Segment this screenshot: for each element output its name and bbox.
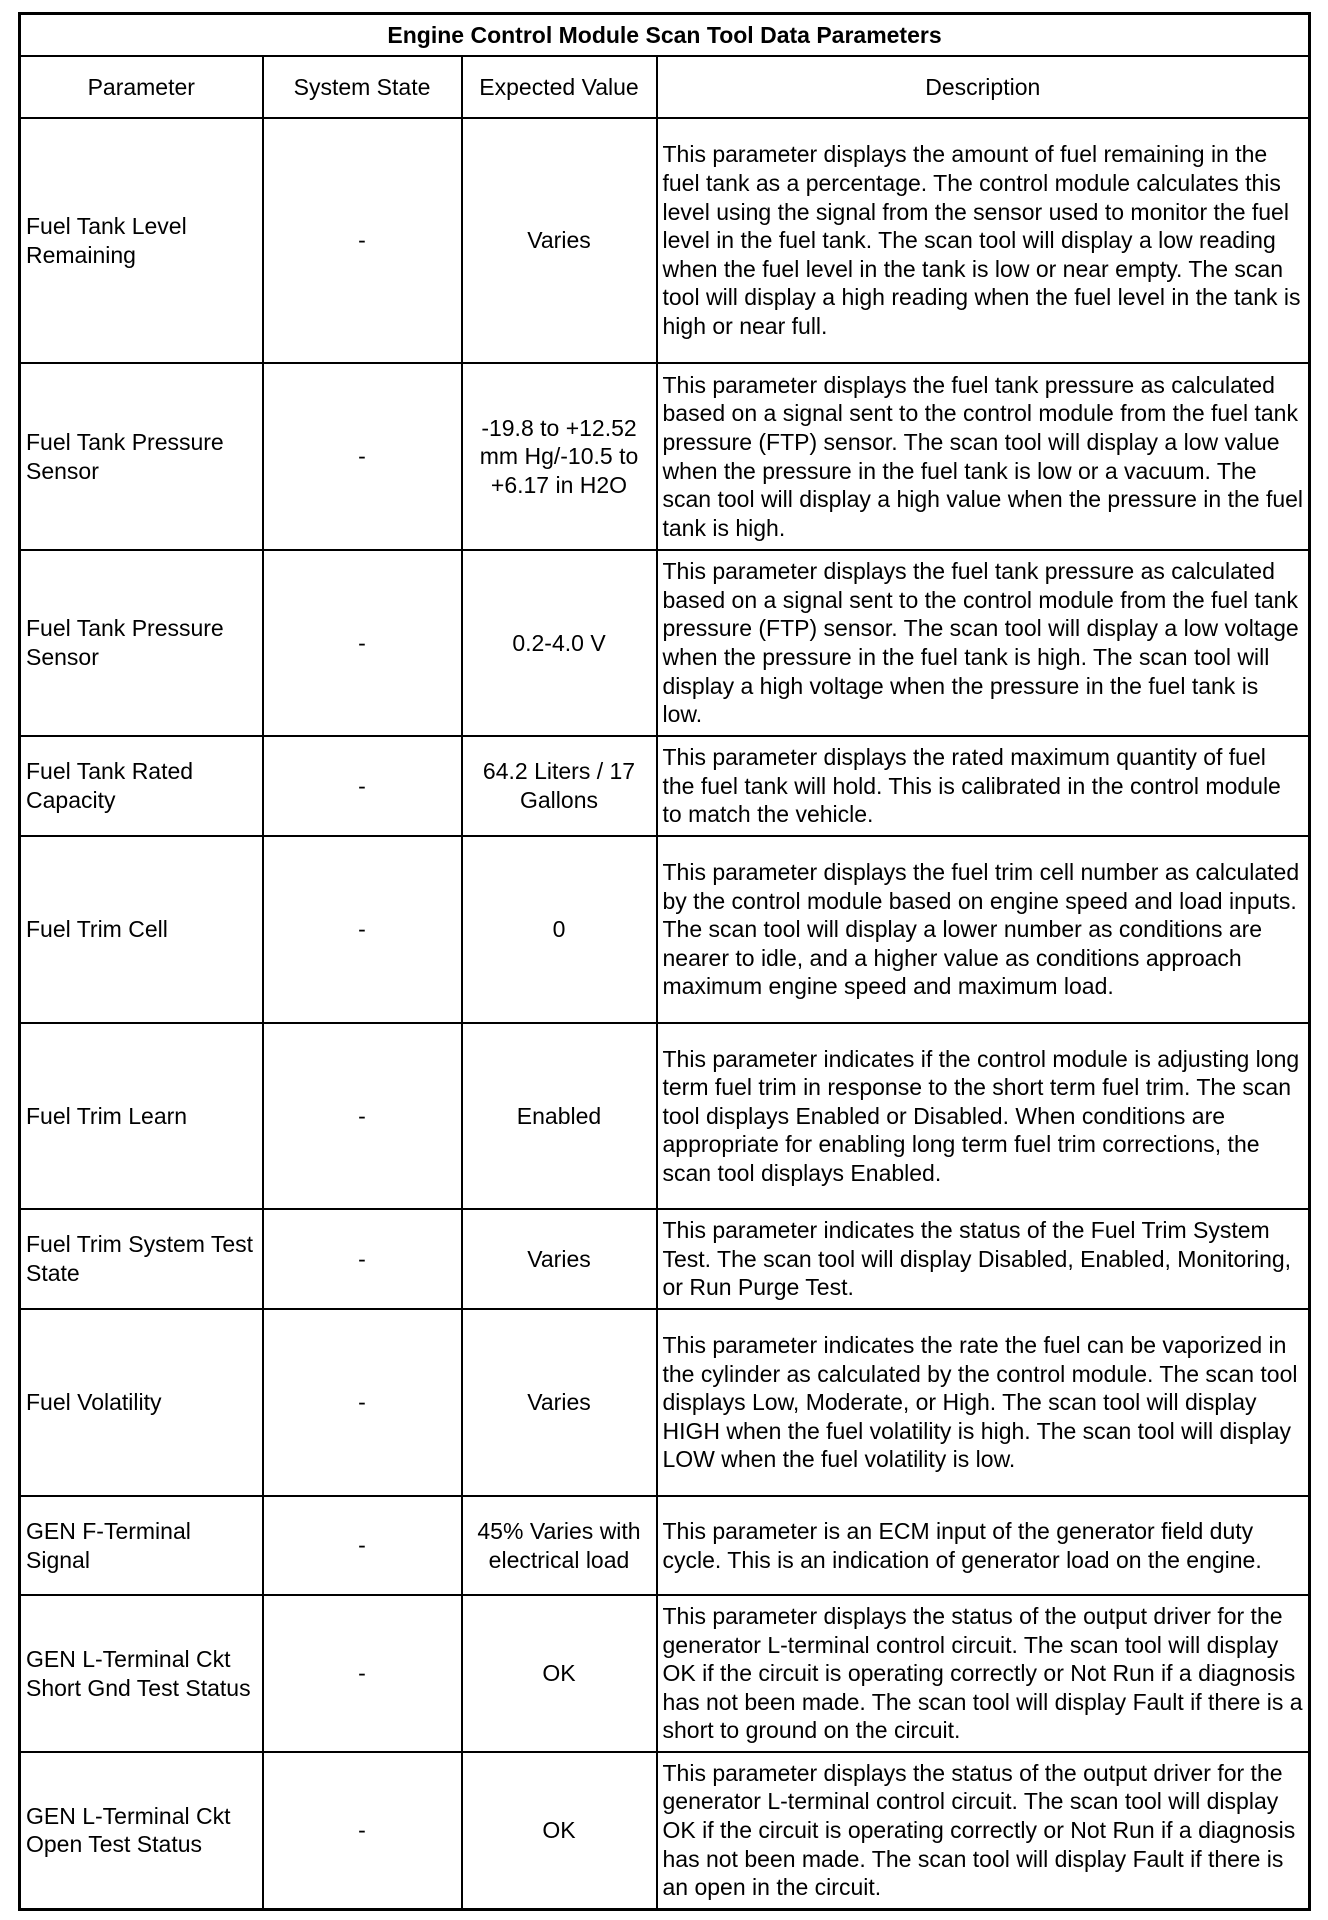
system-state-cell: - [263,736,462,836]
description-cell: This parameter indicates if the control module is adjusting long term fuel trim in response to the short term fuel trim. The scan tool displays Enabled or Disabled. When conditions are appropriate for enabling long term fuel trim corrections, the scan tool displays Enabled. [657,1023,1310,1209]
table-row [20,1209,1310,1309]
description-cell: This parameter indicates the rate the fuel can be vaporized in the cylinder as calculated by the control module. The scan tool displays Low, Moderate, or High. The scan tool will display HIGH when the fuel volatility is high. The scan tool will display LOW when the fuel volatility is low. [657,1309,1310,1496]
parameter-cell: Fuel Trim Learn [20,1023,263,1209]
table-row [20,1023,1310,1209]
table-row [20,1496,1310,1595]
expected-value-cell: 45% Varies with electrical load [462,1496,657,1595]
table-row [20,118,1310,363]
system-state-cell: - [263,836,462,1023]
parameter-cell: Fuel Trim System Test State [20,1209,263,1309]
expected-value-cell: OK [462,1595,657,1752]
parameter-cell: Fuel Tank Pressure Sensor [20,363,263,550]
parameter-cell: GEN L-Terminal Ckt Open Test Status [20,1752,263,1909]
expected-value-cell: 0 [462,836,657,1023]
system-state-cell: - [263,550,462,736]
system-state-cell: - [263,1496,462,1595]
system-state-cell: - [263,1595,462,1752]
header-description: Description [657,56,1310,118]
expected-value-cell: Enabled [462,1023,657,1209]
system-state-cell: - [263,1309,462,1496]
description-cell: This parameter is an ECM input of the generator field duty cycle. This is an indication of generator load on the engine. [657,1496,1310,1595]
parameter-cell: Fuel Volatility [20,1309,263,1496]
description-cell: This parameter displays the fuel trim cell number as calculated by the control module based on engine speed and load inputs. The scan tool will display a lower number as conditions are nearer to idle, and a higher value as conditions approach maximum engine speed and maximum load. [657,836,1310,1023]
table-row [20,550,1310,736]
system-state-cell: - [263,1209,462,1309]
table-row [20,1309,1310,1496]
parameter-cell: GEN F-Terminal Signal [20,1496,263,1595]
description-cell: This parameter displays the rated maximum quantity of fuel the fuel tank will hold. This is calibrated in the control module to match the vehicle. [657,736,1310,836]
parameter-cell: Fuel Trim Cell [20,836,263,1023]
scan-tool-parameter-sheet [18,12,1308,1911]
description-cell: This parameter displays the fuel tank pressure as calculated based on a signal sent to the control module from the fuel tank pressure (FTP) sensor. The scan tool will display a low voltage when the pressure in the fuel tank is high. The scan tool will display a high voltage when the pressure in the fuel tank is low. [657,550,1310,736]
table-row [20,363,1310,550]
expected-value-cell: -19.8 to +12.52 mm Hg/-10.5 to +6.17 in H2O [462,363,657,550]
header-row [20,56,1310,118]
description-cell: This parameter indicates the status of the Fuel Trim System Test. The scan tool will display Disabled, Enabled, Monitoring, or Run Purge Test. [657,1209,1310,1309]
table-row [20,736,1310,836]
parameter-cell: Fuel Tank Rated Capacity [20,736,263,836]
parameters-table [18,12,1311,1911]
table-row [20,1752,1310,1909]
description-cell: This parameter displays the fuel tank pressure as calculated based on a signal sent to the control module from the fuel tank pressure (FTP) sensor. The scan tool will display a low value when the pressure in the fuel tank is low or a vacuum. The scan tool will display a high value when the pressure in the fuel tank is high. [657,363,1310,550]
description-cell: This parameter displays the status of the output driver for the generator L-terminal control circuit. The scan tool will display OK if the circuit is operating correctly or Not Run if a diagnosis has not been made. The scan tool will display Fault if there is an open in the circuit. [657,1752,1310,1909]
expected-value-cell: OK [462,1752,657,1909]
expected-value-cell: 0.2-4.0 V [462,550,657,736]
system-state-cell: - [263,1023,462,1209]
header-expected-value: Expected Value [462,56,657,118]
header-parameter: Parameter [20,56,263,118]
expected-value-cell: 64.2 Liters / 17 Gallons [462,736,657,836]
table-row [20,836,1310,1023]
table-row [20,1595,1310,1752]
table-title: Engine Control Module Scan Tool Data Parameters [20,14,1310,57]
system-state-cell: - [263,118,462,363]
parameter-cell: GEN L-Terminal Ckt Short Gnd Test Status [20,1595,263,1752]
expected-value-cell: Varies [462,1309,657,1496]
system-state-cell: - [263,1752,462,1909]
description-cell: This parameter displays the amount of fuel remaining in the fuel tank as a percentage. The control module calculates this level using the signal from the sensor used to monitor the fuel level in the fuel tank. The scan tool will display a low reading when the fuel level in the tank is low or near empty. The scan tool will display a high reading when the fuel level in the tank is high or near full. [657,118,1310,363]
parameter-cell: Fuel Tank Level Remaining [20,118,263,363]
header-system-state: System State [263,56,462,118]
expected-value-cell: Varies [462,118,657,363]
parameter-cell: Fuel Tank Pressure Sensor [20,550,263,736]
system-state-cell: - [263,363,462,550]
expected-value-cell: Varies [462,1209,657,1309]
description-cell: This parameter displays the status of the output driver for the generator L-terminal control circuit. The scan tool will display OK if the circuit is operating correctly or Not Run if a diagnosis has not been made. The scan tool will display Fault if there is a short to ground on the circuit. [657,1595,1310,1752]
